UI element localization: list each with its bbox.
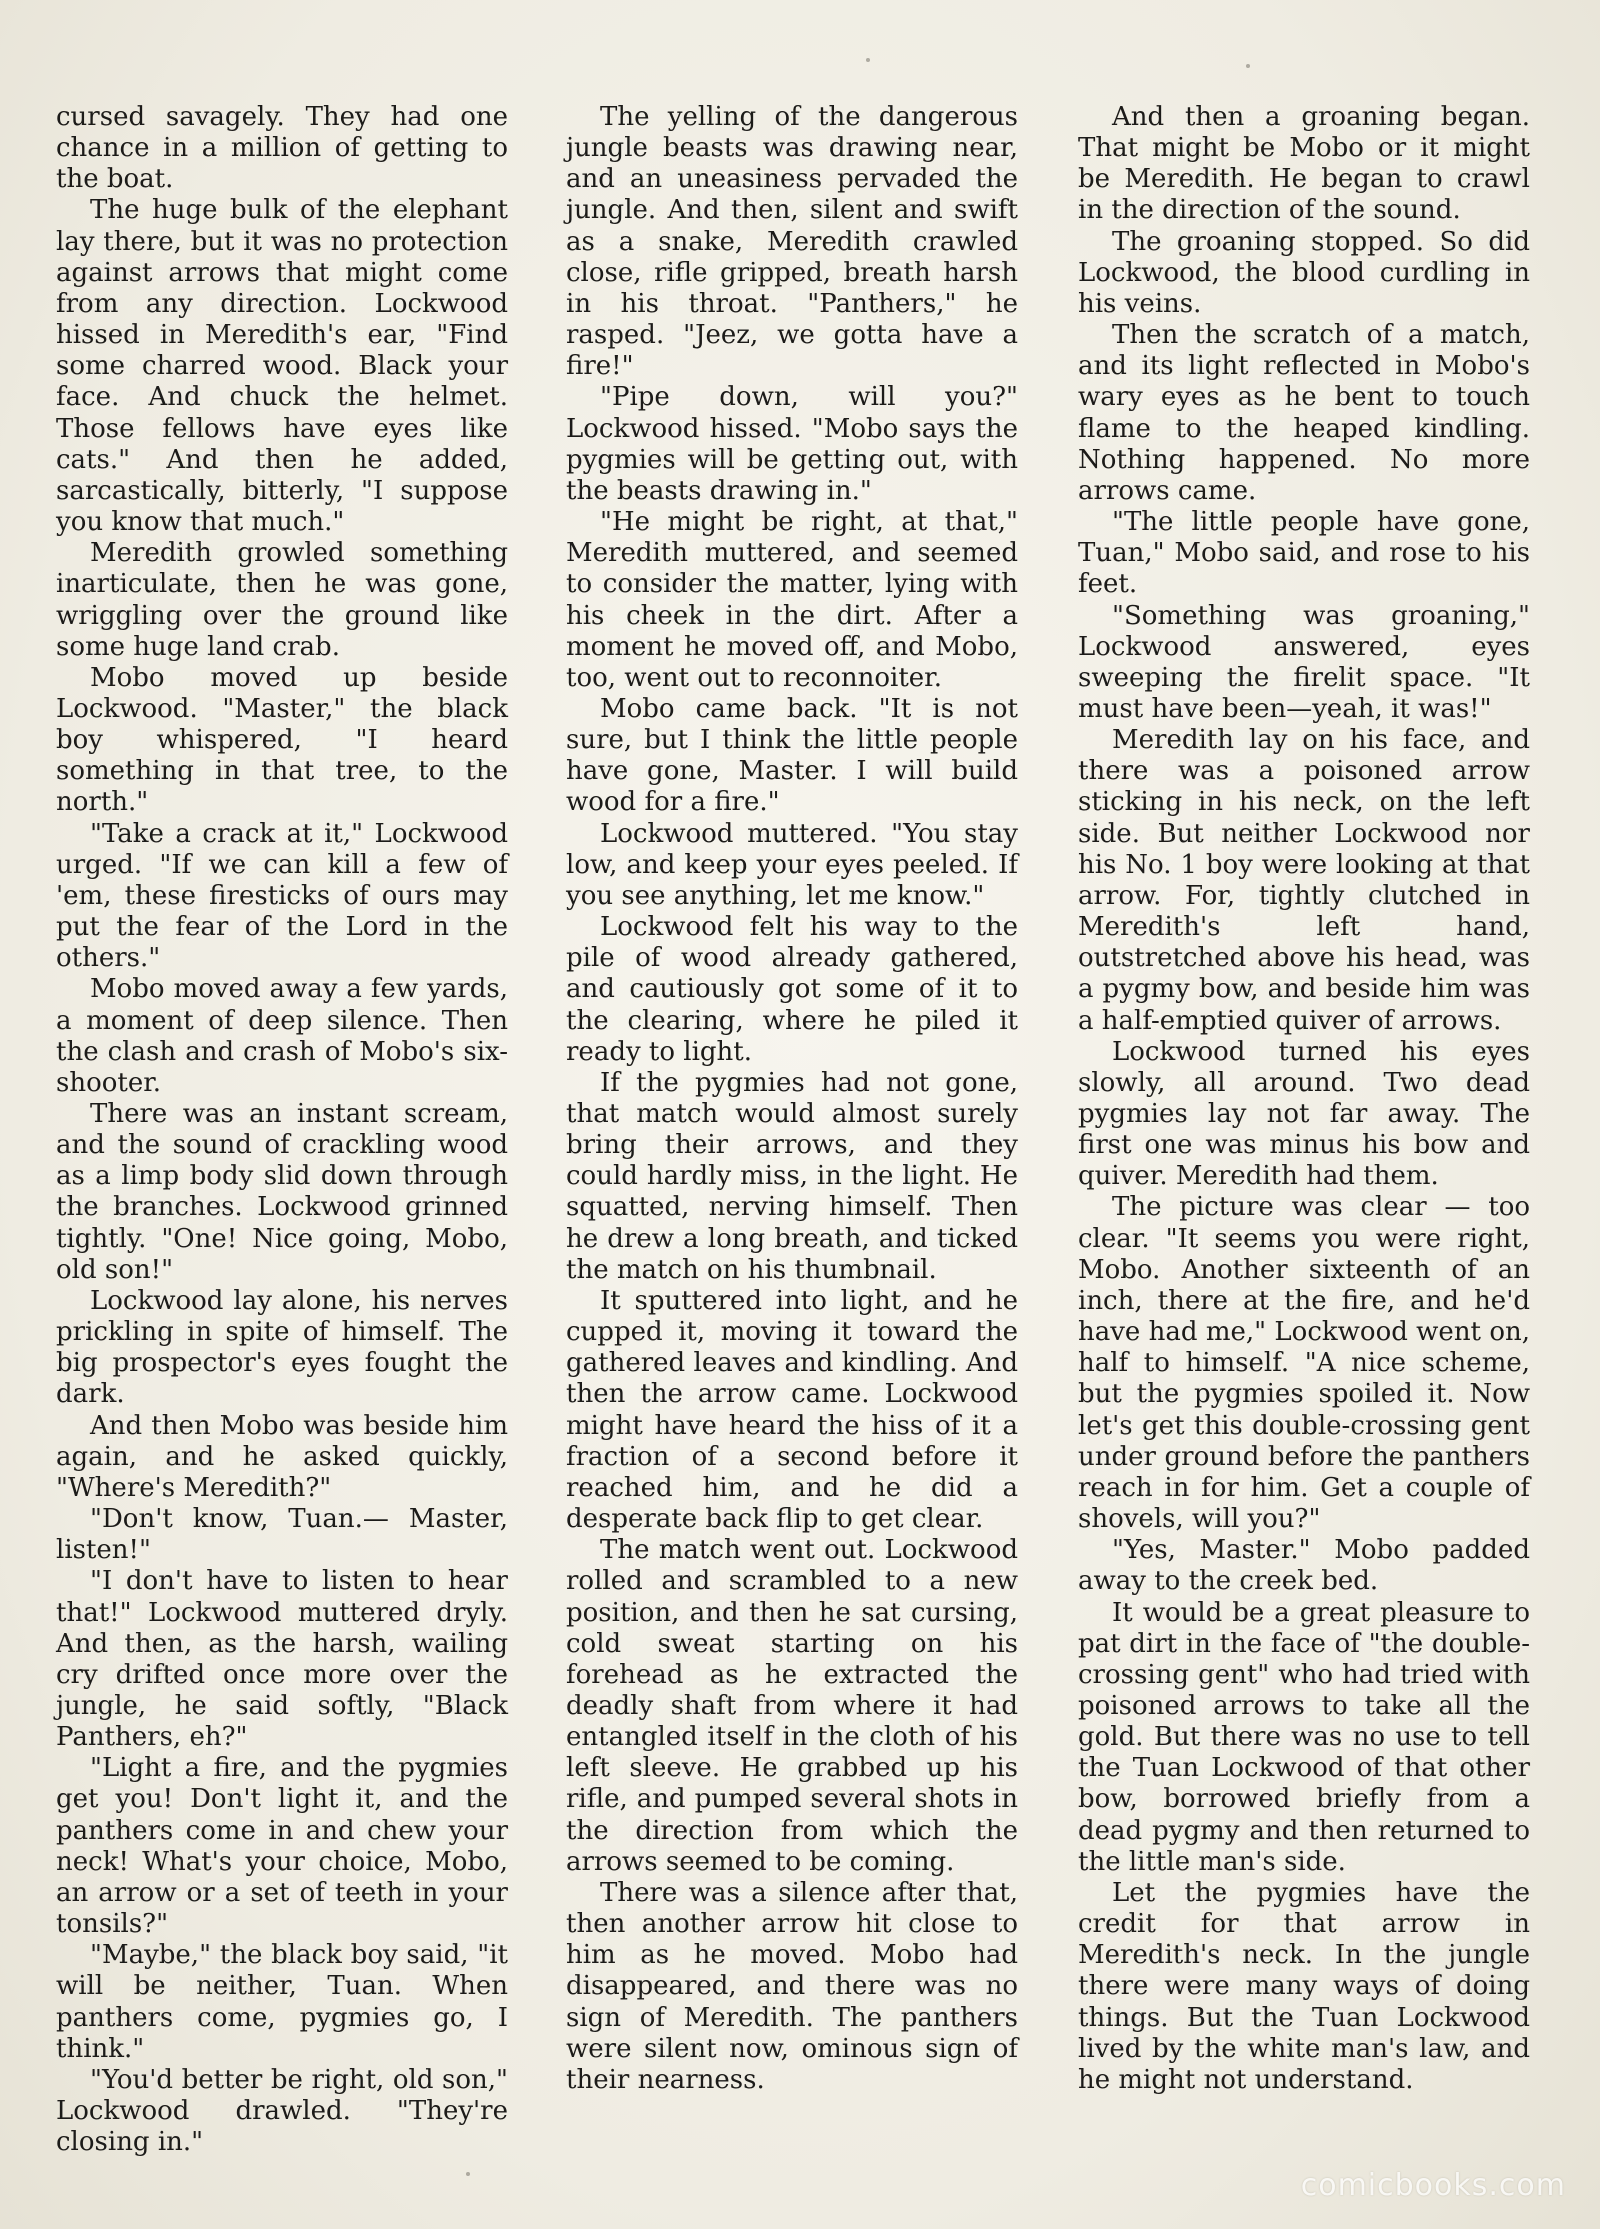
paragraph: The picture was clear — too clear. "It seems you were right, Mobo. Another sixteenth of an inch, there at the fire, and he'd have had me," Lockwood went on, half to himself. "A nice scheme, but the pygmies spoiled it. Now let's get this double-crossing gent under ground before the panthers reach in for him. Get a couple of shovels, will you?" <box>1078 1192 1530 1535</box>
paragraph: There was a silence after that, then another arrow hit close to him as he moved. Mobo had disappeared, and there was no sign of Meredith. The panthers were silent now, ominous sign of their nearness. <box>566 1877 1018 2095</box>
paragraph: The match went out. Lockwood rolled and scrambled to a new position, and then he sat cursing, cold sweat starting on his forehead as he extracted the deadly shaft from where it had entangled itself in the cloth of his left sleeve. He grabbed up his rifle, and pumped several shots in the direction from which the arrows seemed to be coming. <box>566 1535 1018 1877</box>
paragraph: And then a groaning began. That might be Mobo or it might be Meredith. He began to crawl in the direction of the sound. <box>1078 102 1530 226</box>
paragraph: It would be a great pleasure to pat dirt in the face of "the double-crossing gent" who had tried with poisoned arrows to take all the gold. But there was no use to tell the Tuan Lockwood of that other bow, borrowed briefly from a dead pygmy and then returned to the little man's side. <box>1078 1597 1530 1877</box>
paragraph: cursed savagely. They had one chance in a million of getting to the boat. <box>56 102 508 195</box>
paragraph: It sputtered into light, and he cupped it, moving it toward the gathered leaves and kindling. And then the arrow came. Lockwood might have heard the hiss of it a fraction of a second before it reached him, and he did a desperate back flip to get clear. <box>566 1285 1018 1535</box>
paragraph: Lockwood muttered. "You stay low, and keep your eyes peeled. If you see anything, let me know." <box>566 818 1018 911</box>
text-column-1 <box>56 102 508 2158</box>
paragraph: "Yes, Master." Mobo padded away to the creek bed. <box>1078 1535 1530 1597</box>
paragraph: Mobo moved away a few yards, a moment of deep silence. Then the clash and crash of Mobo's six-shooter. <box>56 974 508 1098</box>
paragraph: "The little people have gone, Tuan," Mobo said, and rose to his feet. <box>1078 507 1530 600</box>
print-speck <box>866 58 870 62</box>
paragraph: "I don't have to listen to hear that!" Lockwood muttered dryly. And then, as the harsh, wailing cry drifted once more over the jungle, he said softly, "Black Panthers, eh?" <box>56 1566 508 1753</box>
paragraph: Lockwood felt his way to the pile of wood already gathered, and cautiously got some of it to the clearing, where he piled it ready to light. <box>566 912 1018 1067</box>
paragraph: Then the scratch of a match, and its light reflected in Mobo's wary eyes as he bent to touch flame to the heaped kindling. Nothing happened. No more arrows came. <box>1078 320 1530 506</box>
paragraph: The huge bulk of the elephant lay there, but it was no protection against arrows that might come from any direction. Lockwood hissed in Meredith's ear, "Find some charred wood. Black your face. And chuck the helmet. Those fellows have eyes like cats." And then he added, sarcastically, bitterly, "I suppose you know that much." <box>56 195 508 538</box>
paragraph: Meredith growled something inarticulate, then he was gone, wriggling over the ground like some huge land crab. <box>56 538 508 662</box>
paragraph: "Pipe down, will you?" Lockwood hissed. "Mobo says the pygmies will be getting out, with the beasts drawing in." <box>566 382 1018 506</box>
paragraph: And then Mobo was beside him again, and he asked quickly, "Where's Meredith?" <box>56 1410 508 1503</box>
print-speck <box>466 2172 470 2176</box>
text-column-3 <box>1078 102 1530 2096</box>
paragraph: The groaning stopped. So did Lockwood, the blood curdling in his veins. <box>1078 226 1530 319</box>
paragraph: Mobo moved up beside Lockwood. "Master," the black boy whispered, "I heard something in that tree, to the north." <box>56 662 508 818</box>
paragraph: The yelling of the dangerous jungle beasts was drawing near, and an uneasiness pervaded the jungle. And then, silent and swift as a snake, Meredith crawled close, rifle gripped, breath harsh in his throat. "Panthers," he rasped. "Jeez, we gotta have a fire!" <box>566 102 1018 382</box>
paragraph: There was an instant scream, and the sound of crackling wood as a limp body slid down through the branches. Lockwood grinned tightly. "One! Nice going, Mobo, old son!" <box>56 1099 508 1285</box>
paragraph: "You'd better be right, old son," Lockwood drawled. "They're closing in." <box>56 2064 508 2158</box>
paragraph: Let the pygmies have the credit for that arrow in Meredith's neck. In the jungle there were many ways of doing things. But the Tuan Lockwood lived by the white man's law, and he might not understand. <box>1078 1877 1530 2095</box>
print-speck <box>1246 64 1250 68</box>
paragraph: "Don't know, Tuan.— Master, listen!" <box>56 1504 508 1566</box>
paragraph: "Something was groaning," Lockwood answered, eyes sweeping the firelit space. "It must have been—yeah, it was!" <box>1078 600 1530 724</box>
paragraph: Meredith lay on his face, and there was a poisoned arrow sticking in his neck, on the left side. But neither Lockwood nor his No. 1 boy were looking at that arrow. For, tightly clutched in Meredith's left hand, outstretched above his head, was a pygmy bow, and beside him was a half-emptied quiver of arrows. <box>1078 725 1530 1036</box>
text-column-2 <box>566 102 1018 2096</box>
paragraph: "Maybe," the black boy said, "it will be neither, Tuan. When panthers come, pygmies go, I think." <box>56 1940 508 2064</box>
watermark: comicbooks.com <box>1300 2168 1566 2203</box>
paragraph: "Take a crack at it," Lockwood urged. "If we can kill a few of 'em, these firesticks of ours may put the fear of the Lord in the others." <box>56 818 508 974</box>
paragraph: Lockwood turned his eyes slowly, all around. Two dead pygmies lay not far away. The first one was minus his bow and quiver. Meredith had them. <box>1078 1036 1530 1192</box>
paragraph: "He might be right, at that," Meredith muttered, and seemed to consider the matter, lying with his cheek in the dirt. After a moment he moved off, and Mobo, too, went out to reconnoiter. <box>566 507 1018 693</box>
paragraph: Mobo came back. "It is not sure, but I think the little people have gone, Master. I will build wood for a fire." <box>566 693 1018 818</box>
paragraph: Lockwood lay alone, his nerves prickling in spite of himself. The big prospector's eyes fought the dark. <box>56 1285 508 1410</box>
paragraph: If the pygmies had not gone, that match would almost surely bring their arrows, and they could hardly miss, in the light. He squatted, nerving himself. Then he drew a long breath, and ticked the match on his thumbnail. <box>566 1067 1018 1285</box>
paragraph: "Light a fire, and the pygmies get you! Don't light it, and the panthers come in and chew your neck! What's your choice, Mobo, an arrow or a set of teeth in your tonsils?" <box>56 1753 508 1940</box>
